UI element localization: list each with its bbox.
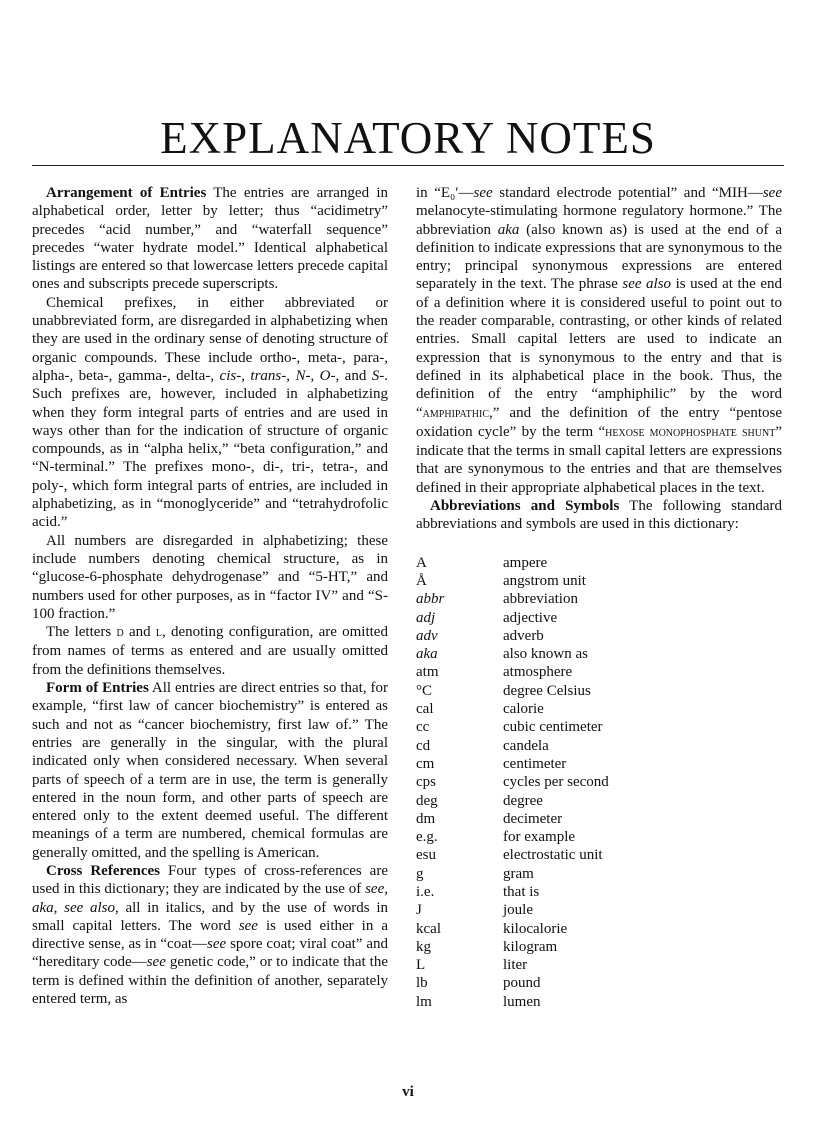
list-item: A ampere: [416, 554, 548, 571]
list-item: lb pound: [416, 975, 541, 992]
list-item: atm atmosphere: [416, 664, 573, 681]
title-rule: [32, 165, 784, 166]
list-item: cm centimeter: [416, 755, 567, 772]
heading-abbreviations-and-symbols: Abbreviations and Symbols: [430, 498, 620, 515]
list-item: adv adverb: [416, 627, 544, 644]
list-item: abbr abbreviation: [416, 591, 578, 608]
page-title: EXPLANATORY NOTES: [160, 113, 656, 163]
list-item: cc cubic centimeter: [416, 719, 603, 736]
paragraph-abbreviations-and-symbols: Abbreviations and Symbols The following standard abbreviations and symbols are used in this dictionary:: [416, 498, 782, 533]
heading-cross-references: Cross References: [46, 862, 161, 879]
left-column: [32, 184, 388, 1008]
heading-form-of-entries: Form of Entries: [46, 680, 149, 697]
paragraph-arrangement: Arrangement of Entries The entries are arranged in alphabetical order, letter by letter; thus “acidimetry” precedes “acid number,” and “waterfall sequence” precedes “water hydrate model.” Identical alphabetical listings are entered so that lowercase letters precede capital ones and subscripts precede superscripts.: [32, 185, 388, 293]
list-item: lm lumen: [416, 993, 541, 1010]
abbreviation-list: [416, 554, 782, 1011]
list-item: i.e. that is: [416, 883, 540, 900]
paragraph-chemical-prefixes: Chemical prefixes, in either abbreviated or unabbreviated form, are disregarded in alphabetizing when they are used in the ordinary sense of denoting structure of organic compounds. These include ortho-, meta-, para-, alpha-, beta-, gamma-, delta-, cis-, trans-, N-, O-, and S-. Such prefixes are, however, included in alphabetizing when they form integral parts of entries and are used in ways other than for the indication of structure of organic compounds, as in “alpha helix,” “beta configuration,” and “N-terminal.” The prefixes mono-, di-, tri-, tetra-, and poly-, which form integral parts of entries, are included in alphabetizing, as in “monoglyceride” and “tetrahydrofolic acid.”: [32, 294, 389, 531]
list-item: cal calorie: [416, 701, 544, 718]
list-item: kcal kilocalorie: [416, 920, 568, 937]
heading-arrangement-of-entries: Arrangement of Entries: [46, 185, 207, 201]
list-item: Å angstrom unit: [416, 572, 586, 589]
list-item: dm decimeter: [416, 810, 563, 827]
list-item: cd candela: [416, 737, 549, 754]
paragraph-cross-references-continued: in “E₀′—see standard electrode potential” and “MIH—see melanocyte-stimulating hormone regulatory hormone.” The abbreviation aka (also known as) is used at the end of a definition to indicate expressions that are synonymous to the entry; principal synonymous expressions are entered separately in the text. The phrase see also is used at the end of a definition where it is considered useful to point out to the reader comparable, contrasting, or other kinds of related entries. Small capital letters are used to indicate an expression that is synonymous to the entry and that is defined in its alphabetical place in the book. Thus, the definition of the entry “amphiphilic” by the word “amphipathic,” and the definition of the entry “pentose oxidation cycle” by the term “hexose monophosphate shunt” indicate that the terms in small capital letters are expressions that are synonymous to the entries and that are themselves defined in their appropriate alphabetical places in the text.: [416, 185, 783, 496]
list-item: aka also known as: [416, 646, 588, 663]
list-item: cps cycles per second: [416, 774, 609, 791]
list-item: kg kilogram: [416, 938, 558, 955]
list-item: g gram: [416, 865, 534, 882]
page-number: vi: [402, 1084, 414, 1100]
list-item: adj adjective: [416, 609, 558, 626]
right-column: [416, 184, 782, 1011]
paragraph-configuration-letters: The letters d and l, denoting configuration, are omitted from names of terms as entered and are usually omitted from the definitions themselves.: [32, 624, 388, 678]
list-item: J joule: [416, 902, 533, 919]
paragraph-numbers: All numbers are disregarded in alphabetizing; these include numbers denoting chemical structure, as in “glucose-6-phosphate dehydrogenase” and “5-HT,” and numbers used for other purposes, as in “factor IV” and “S-100 fraction.”: [32, 532, 388, 622]
list-item: L liter: [416, 957, 528, 974]
list-item: deg degree: [416, 792, 543, 809]
paragraph-cross-references: Cross References Four types of cross-references are used in this dictionary; they are indicated by the use of see, aka, see also, all in italics, and by the use of words in small capital letters. The word see is used either in a directive sense, as in “coat—see spore coat; viral coat” and “hereditary code—see genetic code,” or to indicate that the term is defined within the definition of another, separately entered term, as: [32, 862, 388, 1008]
list-item: °C degree Celsius: [416, 682, 591, 699]
list-item: e.g. for example: [416, 829, 576, 846]
list-item: esu electrostatic unit: [416, 847, 603, 864]
paragraph-form-of-entries: Form of Entries All entries are direct entries so that, for example, “first law of cancer biochemistry” is entered as such and not as “cancer biochemistry, first law of.” The entries are generally in the singular, with the plural indicated only when considered necessary. When several parts of speech of a term are in use, the term is generally entered in the noun form, and other parts of speech are entered only to the extent deemed useful. The different meanings of a term are numbered, chemical formulas are generally omitted, and the spelling is American.: [32, 680, 388, 861]
